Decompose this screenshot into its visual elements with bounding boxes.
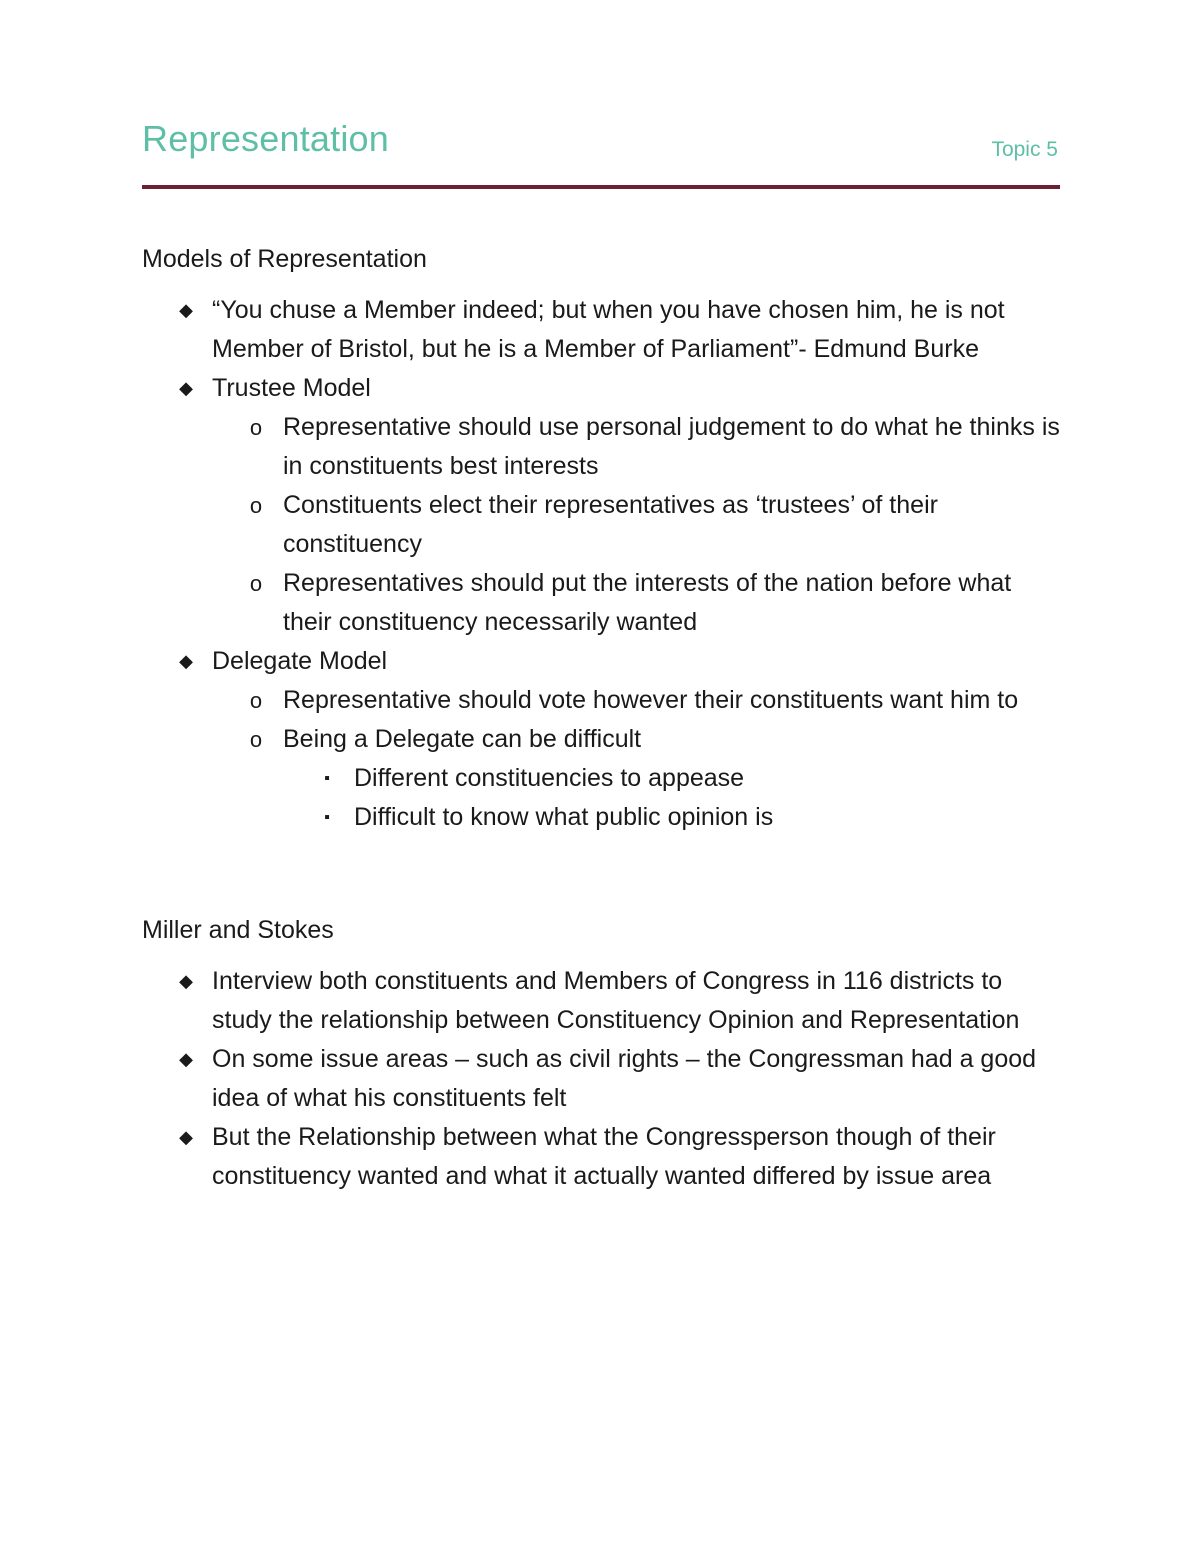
header-divider <box>142 185 1060 189</box>
sub-list-item-text: Constituents elect their representatives as ‘trustees’ of their constituency <box>283 491 938 558</box>
square-bullet-icon: ▪ <box>324 809 330 826</box>
sub-sub-list-item <box>283 759 1060 798</box>
sub-list-item <box>212 408 1060 486</box>
sub-list-item <box>212 681 1060 720</box>
diamond-bullet-icon: ◆ <box>179 300 193 320</box>
document-body <box>142 240 1060 1196</box>
diamond-bullet-icon: ◆ <box>179 1127 193 1147</box>
sub-sub-list <box>283 759 1060 837</box>
section-heading: Models of Representation <box>142 245 427 273</box>
list-item <box>142 291 1060 369</box>
list-item <box>142 1118 1060 1196</box>
circle-bullet-icon: o <box>249 493 263 518</box>
list-item <box>142 369 1060 642</box>
bullet-list <box>142 291 1060 837</box>
list-item <box>142 642 1060 837</box>
diamond-bullet-icon: ◆ <box>179 1049 193 1069</box>
circle-bullet-icon: o <box>249 571 263 596</box>
page-header <box>142 118 1060 178</box>
section-miller-and-stokes <box>142 911 1060 1196</box>
sub-list-item <box>212 720 1060 837</box>
sub-list-item <box>212 486 1060 564</box>
list-item <box>142 962 1060 1040</box>
diamond-bullet-icon: ◆ <box>179 378 193 398</box>
document-title: Representation <box>142 118 389 159</box>
circle-bullet-icon: o <box>249 688 263 713</box>
sub-list <box>212 681 1060 837</box>
square-bullet-icon: ▪ <box>324 770 330 787</box>
list-item-text: But the Relationship between what the Congressperson though of their constituency wanted and what it actually wanted differed by issue area <box>212 1123 996 1190</box>
section-models-of-representation <box>142 240 1060 837</box>
sub-sub-list-item-text: Different constituencies to appease <box>354 764 745 792</box>
circle-bullet-icon: o <box>249 727 263 752</box>
sub-list-item-text: Representative should use personal judgement to do what he thinks is in constituents best interests <box>283 413 1060 480</box>
section-spacer <box>142 837 1060 911</box>
list-item-text: “You chuse a Member indeed; but when you have chosen him, he is not Member of Bristol, but he is a Member of Parliament”- Edmund Burke <box>212 296 1005 363</box>
diamond-bullet-icon: ◆ <box>179 971 193 991</box>
list-item-text: On some issue areas – such as civil rights – the Congressman had a good idea of what his constituents felt <box>212 1045 1037 1112</box>
list-item-text: Trustee Model <box>212 374 371 402</box>
sub-sub-list-item <box>283 798 1060 837</box>
sub-list-item-text: Representative should vote however their constituents want him to <box>283 686 1019 714</box>
bullet-list <box>142 962 1060 1196</box>
list-item-text: Delegate Model <box>212 647 388 675</box>
sub-list-item <box>212 564 1060 642</box>
circle-bullet-icon: o <box>249 415 263 440</box>
topic-label: Topic 5 <box>991 138 1058 161</box>
list-item-text: Interview both constituents and Members of Congress in 116 districts to study the relationship between Constituency Opinion and Representation <box>212 967 1020 1034</box>
document-page <box>142 0 1060 1553</box>
list-item <box>142 1040 1060 1118</box>
sub-list-item-text: Representatives should put the interests of the nation before what their constituency necessarily wanted <box>283 569 1012 636</box>
sub-list <box>212 408 1060 642</box>
sub-sub-list-item-text: Difficult to know what public opinion is <box>354 803 774 831</box>
diamond-bullet-icon: ◆ <box>179 651 193 671</box>
section-heading: Miller and Stokes <box>142 916 334 944</box>
sub-list-item-text: Being a Delegate can be difficult <box>283 725 642 753</box>
